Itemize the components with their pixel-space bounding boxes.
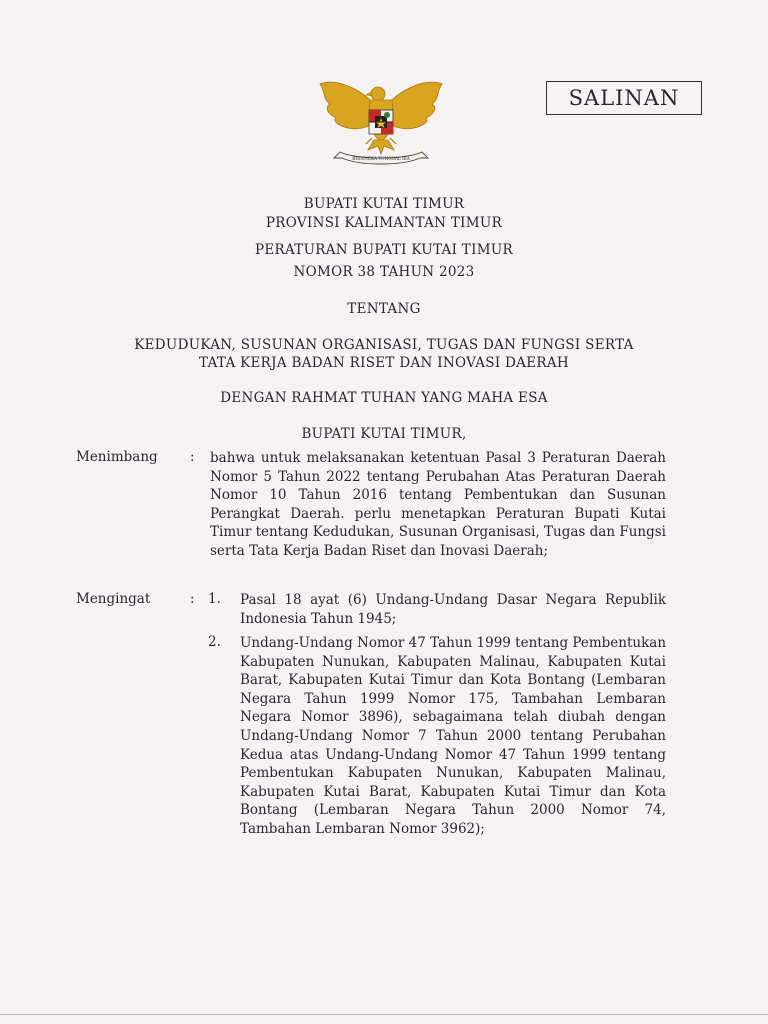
mengingat-label: Mengingat <box>76 591 151 607</box>
header-line2: PROVINSI KALIMANTAN TIMUR <box>265 215 503 231</box>
regulation-title: PERATURAN BUPATI KUTAI TIMUR <box>254 242 514 258</box>
salinan-stamp: SALINAN <box>546 81 702 115</box>
mengingat-colon: : <box>190 591 195 607</box>
authority-line: BUPATI KUTAI TIMUR, <box>301 426 467 442</box>
menimbang-text: bahwa untuk melaksanakan ketentuan Pasal 3 Peraturan Daerah Nomor 5 Tahun 2022 tentang Perubahan Atas Peraturan Daerah Nomor 10 Tahun 2016 tentang Pembentukan dan Susunan Perangkat Daerah. perlu menetapkan Peraturan Bupati Kutai Timur tentang Kedudukan, Susunan Organisasi, Tugas dan Fungsi serta Tata Kerja Badan Riset dan Inovasi Daerah; <box>210 450 666 559</box>
subject-line1: KEDUDUKAN, SUSUNAN ORGANISASI, TUGAS DAN FUNGSI SERTA <box>134 337 634 353</box>
mengingat-item-text: Pasal 18 ayat (6) Undang-Undang Dasar Negara Republik Indonesia Tahun 1945; <box>240 592 666 627</box>
menimbang-colon: : <box>190 449 195 465</box>
header-line1: BUPATI KUTAI TIMUR <box>303 196 465 212</box>
regulation-number: NOMOR 38 TAHUN 2023 <box>293 264 475 280</box>
page-edge-divider <box>0 1014 768 1015</box>
mengingat-item-number: 2. <box>208 634 221 650</box>
mengingat-item-text: Undang-Undang Nomor 47 Tahun 1999 tentang Pembentukan Kabupaten Nunukan, Kabupaten Malinau, Kabupaten Kutai Barat, Kabupaten Kutai Timur dan Kota Bontang (Lembaran Negara Tahun 1999 Nomor 175, Tambahan Lembaran Negara Nomor 3896), sebagaimana telah diubah dengan Undang-Undang Nomor 7 Tahun 2000 tentang Perubahan Kedua atas Undang-Undang Nomor 47 Tahun 1999 tentang Pembentukan Kabupaten Nunukan, Kabupaten Malinau, Kabupaten Kutai Barat, Kabupaten Kutai Timur dan Kota Bontang (Lembaran Negara Tahun 2000 Nomor 74, Tambahan Lembaran Nomor 3962); <box>240 635 667 837</box>
about-heading: TENTANG <box>347 301 421 317</box>
svg-text:BHINNEKA TUNGGAL IKA: BHINNEKA TUNGGAL IKA <box>352 156 410 161</box>
subject-line2: TATA KERJA BADAN RISET DAN INOVASI DAERAH <box>199 355 569 371</box>
garuda-emblem-icon <box>316 78 446 168</box>
mengingat-item-number: 1. <box>208 591 221 607</box>
menimbang-label: Menimbang <box>76 449 158 465</box>
blessing-line: DENGAN RAHMAT TUHAN YANG MAHA ESA <box>220 390 548 406</box>
